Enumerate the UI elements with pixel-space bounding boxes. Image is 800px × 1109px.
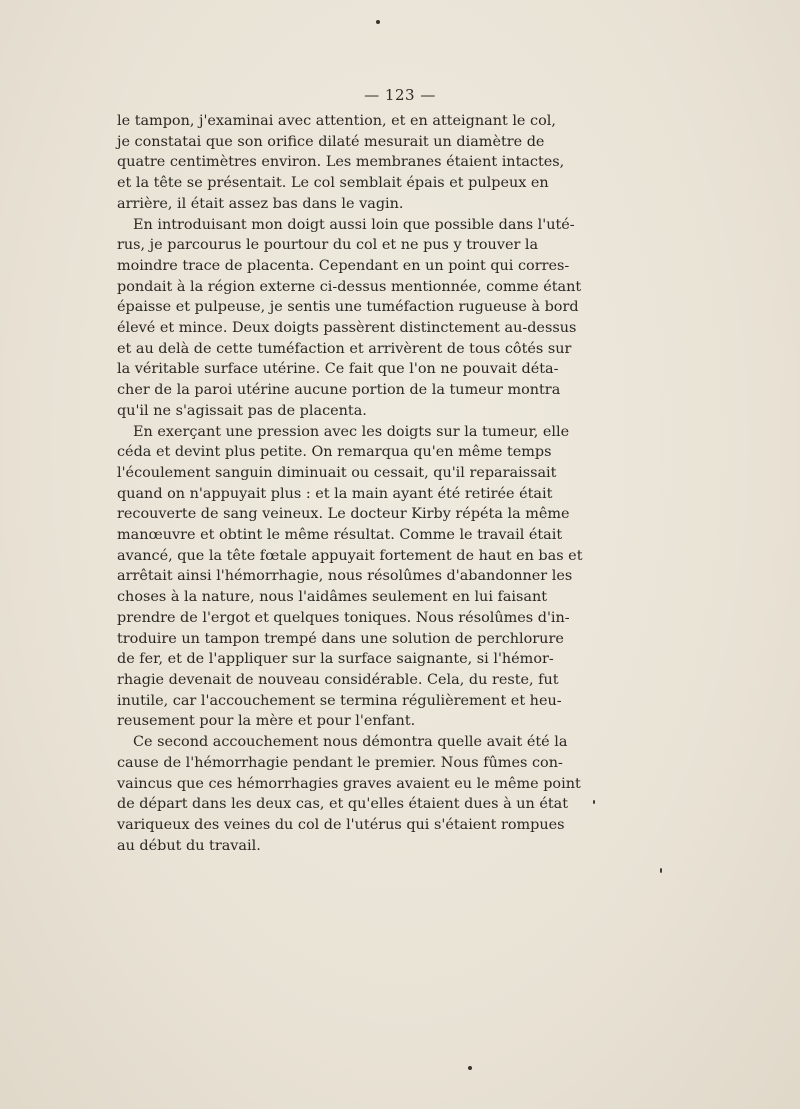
text-line: de départ dans les deux cas, et qu'elles étaient dues à un état <box>117 796 569 813</box>
text-line: arrêtait ainsi l'hémorrhagie, nous résolûmes d'abandonner les <box>117 568 573 585</box>
text-line: manœuvre et obtint le même résultat. Comme le travail était <box>117 527 563 544</box>
text-line: élevé et mince. Deux doigts passèrent distinctement au-dessus <box>117 320 577 337</box>
text-line: le tampon, j'examinai avec attention, et en atteignant le col, <box>117 113 556 129</box>
text-line: pondait à la région externe ci-dessus mentionnée, comme étant <box>117 278 582 295</box>
text-line: épaisse et pulpeuse, je sentis une tuméfaction rugueuse à bord <box>117 299 579 316</box>
text-line: la véritable surface utérine. Ce fait que l'on ne pouvait déta- <box>117 361 559 378</box>
text-line: Ce second accouchement nous démontra quelle avait été la <box>133 734 568 751</box>
text-line: qu'il ne s'agissait pas de placenta. <box>117 402 367 419</box>
text-line: rus, je parcourus le pourtour du col et ne pus y trouver la <box>117 237 539 254</box>
text-line: En exerçant une pression avec les doigts sur la tumeur, elle <box>133 423 570 440</box>
text-line: reusement pour la mère et pour l'enfant. <box>117 713 416 730</box>
text-line: moindre trace de placenta. Cependant en un point qui corres- <box>117 257 570 274</box>
text-line: troduire un tampon trempé dans une solution de perchlorure <box>117 630 564 647</box>
body-text <box>117 111 583 856</box>
text-line: l'écoulement sanguin diminuait ou cessait, qu'il reparaissait <box>117 464 557 481</box>
text-line: quand on n'appuyait plus : et la main ayant été retirée était <box>117 485 553 502</box>
text-line: quatre centimètres environ. Les membranes étaient intactes, <box>117 154 565 171</box>
page-number: — 123 — <box>364 86 436 104</box>
text-line: cause de l'hémorrhagie pendant le premier. Nous fûmes con- <box>117 754 563 771</box>
text-line: cher de la paroi utérine aucune portion de la tumeur montra <box>117 382 561 399</box>
text-line: En introduisant mon doigt aussi loin que possible dans l'uté- <box>133 216 575 233</box>
text-line: inutile, car l'accouchement se termina régulièrement et heu- <box>117 692 562 709</box>
text-line: au début du travail. <box>117 837 261 854</box>
text-line: arrière, il était assez bas dans le vagin. <box>117 195 404 212</box>
text-line: recouverte de sang veineux. Le docteur Kirby répéta la même <box>117 506 570 523</box>
paper-speck <box>468 1066 472 1070</box>
text-line: variqueux des veines du col de l'utérus qui s'étaient rompues <box>117 816 565 833</box>
paper-speck <box>593 800 595 804</box>
text-line: et au delà de cette tuméfaction et arrivèrent de tous côtés sur <box>117 340 572 357</box>
text-line: vaincus que ces hémorrhagies graves avaient eu le même point <box>117 775 581 792</box>
text-line: et la tête se présentait. Le col semblait épais et pulpeux en <box>117 175 549 192</box>
text-line: prendre de l'ergot et quelques toniques. Nous résolûmes d'in- <box>117 609 570 626</box>
text-line: céda et devint plus petite. On remarqua qu'en même temps <box>117 444 552 461</box>
text-line: avancé, que la tête fœtale appuyait fortement de haut en bas et <box>117 547 583 564</box>
paper-speck <box>660 868 662 873</box>
text-line: de fer, et de l'appliquer sur la surface saignante, si l'hémor- <box>117 651 554 668</box>
text-line: choses à la nature, nous l'aidâmes seulement en lui faisant <box>117 589 548 606</box>
text-line: je constatai que son orifice dilaté mesurait un diamètre de <box>117 133 545 150</box>
paper-speck <box>376 20 380 24</box>
text-line: rhagie devenait de nouveau considérable. Cela, du reste, fut <box>117 671 559 688</box>
